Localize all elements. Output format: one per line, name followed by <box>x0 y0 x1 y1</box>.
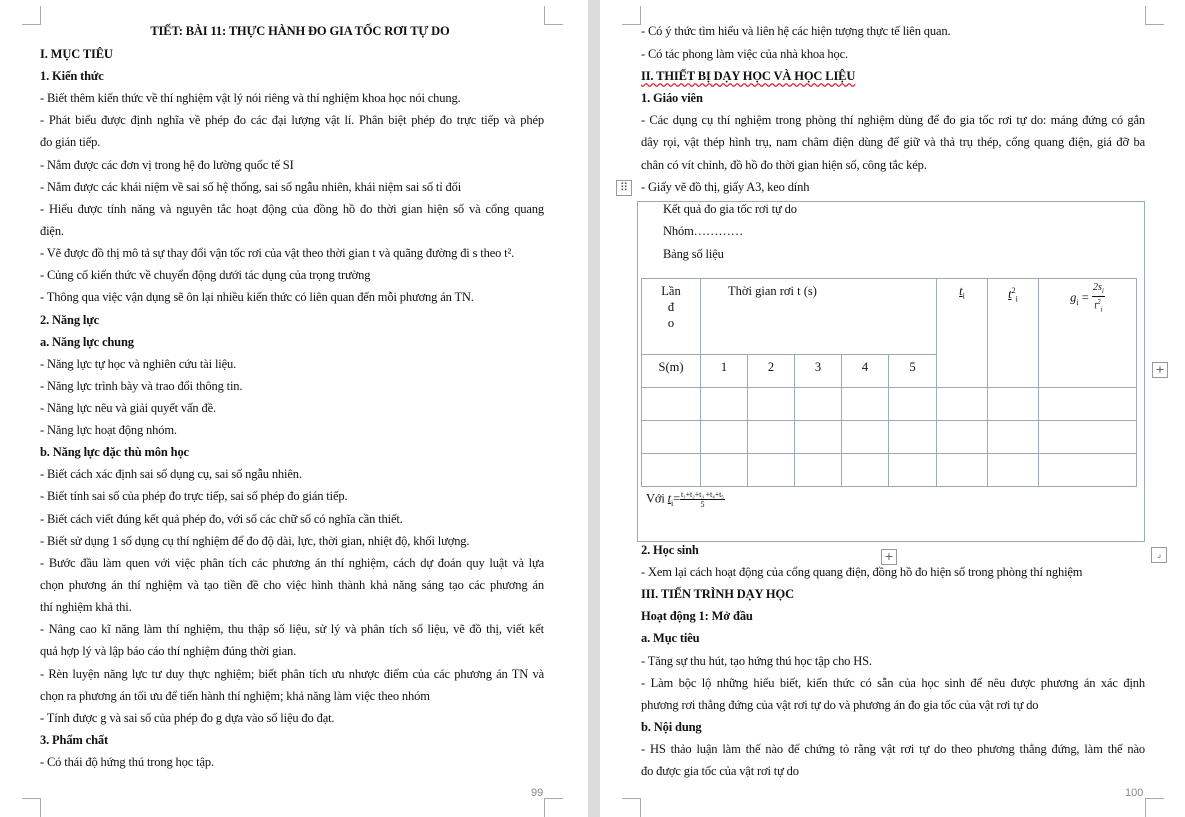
paragraph[interactable]: chọn ra phương án tối ưu để tiến hành thí nghiệm; khả năng làm việc theo nhóm <box>40 689 430 703</box>
fraction-numerator <box>1092 283 1105 297</box>
math-sup: 2 <box>1097 298 1101 306</box>
heading-pham-chat[interactable]: 3. Phẩm chất <box>40 733 108 747</box>
g-fraction <box>1092 283 1105 314</box>
math-sub: i <box>670 498 674 508</box>
header-text: S(m) <box>658 360 684 374</box>
paragraph[interactable]: - Biết sử dụng 1 số dụng cụ thí nghiệm để đo độ dài, lực, thời gian, nhiệt độ, khối lượng. <box>40 534 470 548</box>
page-number: 99 <box>531 787 544 799</box>
table-move-handle[interactable]: ⠿ <box>616 180 632 196</box>
table-cell[interactable] <box>748 454 795 487</box>
paragraph[interactable]: quả hợp lý và lập báo cáo thí nghiệm đúng thời gian. <box>40 644 297 658</box>
table-cell[interactable] <box>842 454 889 487</box>
paragraph[interactable]: - Biết tính sai số của phép đo trực tiếp, sai số phép đo gián tiếp. <box>40 489 348 503</box>
document-page-99 <box>0 0 588 817</box>
paragraph[interactable]: chọn phương án thí nghiệm và tạo tiền đề cho việc hình thành khả năng sáng tạo các phương án <box>40 578 544 592</box>
header-t-squared[interactable] <box>988 279 1039 388</box>
paragraph[interactable]: - Năng lực tự học và nghiên cứu tài liệu. <box>40 357 237 371</box>
fraction-denominator <box>1092 297 1105 314</box>
table-cell[interactable] <box>795 388 842 421</box>
header-text: o <box>667 316 675 330</box>
header-col-3[interactable] <box>795 355 842 388</box>
paragraph[interactable]: thí nghiệm khả thi. <box>40 600 132 614</box>
header-lan-do[interactable] <box>642 279 701 355</box>
paragraph[interactable]: - Có ý thức tìm hiểu và liên hệ các hiện tượng thực tế liên quan. <box>641 24 951 38</box>
table-cell[interactable] <box>889 454 937 487</box>
math-sup: 2 <box>1011 286 1016 295</box>
crop-mark <box>1145 798 1164 817</box>
table-cell[interactable] <box>937 421 988 454</box>
data-table[interactable] <box>641 278 1137 487</box>
heading-muc-tieu[interactable]: I. MỤC TIÊU <box>40 47 113 61</box>
crop-mark <box>1145 6 1164 25</box>
paragraph[interactable]: - Bước đầu làm quen với việc phân tích các phương án thí nghiệm, cách dự đoán quy luật và lựa <box>40 556 544 570</box>
document-title[interactable]: TIẾT: BÀI 11: THỰC HÀNH ĐO GIA TỐC RƠI TỰ DO <box>150 24 450 38</box>
table-cell[interactable] <box>1039 388 1137 421</box>
table-cell[interactable] <box>988 388 1039 421</box>
paragraph[interactable]: - Biết cách viết đúng kết quả phép đo, với số các chữ số có nghĩa cần thiết. <box>40 512 403 526</box>
table-cell[interactable] <box>889 388 937 421</box>
paragraph[interactable]: - Xem lại cách hoạt động của cổng quang điện, đồng hồ đo hiện số trong phòng thí nghiệm <box>641 565 1083 579</box>
crop-mark <box>22 798 41 817</box>
table-cell[interactable] <box>642 388 701 421</box>
table-cell[interactable] <box>842 421 889 454</box>
paragraph[interactable]: - HS thảo luận làm thế nào để chứng tỏ rằng vật rơi tự do theo phương thẳng đứng, làm thế nào <box>641 742 1145 756</box>
add-row-button[interactable]: + <box>881 549 897 565</box>
fraction-denominator: 5 <box>700 500 705 509</box>
table-cell[interactable] <box>748 388 795 421</box>
add-column-button[interactable]: + <box>1152 362 1168 378</box>
paragraph[interactable]: - Phát biểu được định nghĩa về phép đo các đại lượng vật lí. Phân biệt phép đo trực tiếp và phép <box>40 113 544 127</box>
table-cell[interactable] <box>701 421 748 454</box>
paragraph[interactable]: đo gián tiếp. <box>40 135 101 149</box>
table-cell[interactable] <box>642 454 701 487</box>
paragraph[interactable]: chân có vít chỉnh, đồ hồ đo thời gian hiện số, công tắc kép. <box>641 158 927 172</box>
math-sub: i <box>962 291 965 301</box>
header-text: 2 <box>767 360 775 374</box>
fraction-numerator: t₁+t₂+t₃ +t₄+t₅ <box>680 490 724 499</box>
paragraph[interactable]: - Thông qua việc vận dụng sẽ ôn lại nhiều kiến thức có liên quan đến mỗi phương án TN. <box>40 290 474 304</box>
header-col-2[interactable] <box>748 355 795 388</box>
crop-mark <box>622 6 641 25</box>
math-text: 2s <box>1092 282 1102 293</box>
heading-nang-luc-chung[interactable]: a. Năng lực chung <box>40 335 134 349</box>
paragraph[interactable]: dây rọi, vật thép hình trụ, nam châm điện dùng để giữ và thả trụ thép, cổng quang điện, giá đỡ ba <box>641 135 1145 149</box>
header-s[interactable] <box>642 355 701 388</box>
table-cell[interactable] <box>937 454 988 487</box>
math-sub: i <box>1015 294 1018 304</box>
header-col-4[interactable] <box>842 355 889 388</box>
header-col-5[interactable] <box>889 355 937 388</box>
paragraph[interactable]: phương rơi thẳng đứng của vật rơi tự do và phương án đo gia tốc của vật rơi tự do <box>641 698 1039 712</box>
group-label[interactable]: Nhóm………… <box>663 224 744 238</box>
paragraph[interactable]: - Tăng sự thu hút, tạo hứng thú học tập cho HS. <box>641 654 872 668</box>
table-cell[interactable] <box>701 388 748 421</box>
table-cell[interactable] <box>642 421 701 454</box>
table-cell[interactable] <box>842 388 889 421</box>
math-t: t <box>959 284 963 298</box>
paragraph[interactable]: - Biết thêm kiến thức về thí nghiệm vật lý nói riêng và thí nghiệm khoa học nói chung. <box>40 91 461 105</box>
paragraph[interactable]: - Các dụng cụ thí nghiệm trong phòng thí nghiệm dùng để đo gia tốc rơi tự do: máng đứng có gắn <box>641 113 1145 127</box>
paragraph[interactable]: - Củng cố kiến thức về chuyển động dưới tác dụng của trọng trường <box>40 268 371 282</box>
table-cell[interactable] <box>1039 421 1137 454</box>
table-cell[interactable] <box>937 388 988 421</box>
paragraph[interactable]: - Năng lực hoạt động nhóm. <box>40 423 177 437</box>
table-cell[interactable] <box>988 421 1039 454</box>
heading-giao-vien[interactable]: 1. Giáo viên <box>641 91 703 105</box>
heading-thiet-bi[interactable]: II. THIẾT BỊ DẠY HỌC VÀ HỌC LIỆU <box>641 69 856 83</box>
paragraph[interactable]: - Giấy vẽ đồ thị, giấy A3, keo dính <box>641 180 810 194</box>
paragraph[interactable]: - Năng lực trình bày và trao đổi thông tin. <box>40 379 243 393</box>
page-number: 100 <box>1125 787 1144 799</box>
heading-nang-luc-dac-thu[interactable]: b. Năng lực đặc thù môn học <box>40 445 189 459</box>
math-sub: i <box>1101 287 1104 295</box>
math-sub: i <box>1076 298 1079 308</box>
header-text: 4 <box>861 360 869 374</box>
header-text: 3 <box>814 360 822 374</box>
heading-muc-tieu-a[interactable]: a. Mục tiêu <box>641 631 700 645</box>
header-text: Thời gian rơi t (s) <box>728 284 817 298</box>
paragraph[interactable]: - Nắm được các đơn vị trong hệ đo lường quốc tế SI <box>40 158 294 172</box>
table-label[interactable]: Bảng số liệu <box>663 247 724 261</box>
paragraph[interactable]: đo được gia tốc của vật rơi tự do <box>641 764 799 778</box>
table-cell[interactable] <box>701 454 748 487</box>
heading-noi-dung[interactable]: b. Nội dung <box>641 720 702 734</box>
paragraph[interactable]: điện. <box>40 224 64 238</box>
paragraph[interactable]: - Vẽ được đồ thị mô tả sự thay đổi vận tốc rơi của vật theo thời gian t và quãng đường đi s theo t². <box>40 246 515 260</box>
header-time[interactable] <box>701 279 937 355</box>
paragraph[interactable]: - Có tác phong làm việc của nhà khoa học. <box>641 47 848 61</box>
header-text: 5 <box>909 360 916 374</box>
table-row <box>642 454 1137 487</box>
math-text: t <box>1094 300 1098 312</box>
heading-tien-trinh[interactable]: III. TIẾN TRÌNH DẠY HỌC <box>641 587 794 601</box>
paragraph[interactable]: - Nâng cao kĩ năng làm thí nghiệm, thu thập số liệu, sử lý và phân tích số liệu, vẽ đồ thị, viết kết <box>40 622 544 636</box>
math-sub: i <box>1100 305 1103 314</box>
heading-nang-luc[interactable]: 2. Năng lực <box>40 313 99 327</box>
heading-kien-thuc[interactable]: 1. Kiến thức <box>40 69 104 83</box>
paragraph[interactable]: - Tính được g và sai số của phép đo g dựa vào số liệu đo đạt. <box>40 711 335 725</box>
average-fraction <box>680 490 725 509</box>
table-cell[interactable] <box>1039 454 1137 487</box>
heading-hoat-dong[interactable]: Hoạt động 1: Mở đầu <box>641 609 753 623</box>
header-text: 1 <box>720 360 728 374</box>
document-page-100 <box>600 0 1185 817</box>
header-col-1[interactable] <box>701 355 748 388</box>
math-t: t <box>1008 287 1012 302</box>
page-gutter <box>588 0 600 817</box>
header-text: đ <box>667 300 675 314</box>
table-cell[interactable] <box>748 421 795 454</box>
paragraph[interactable]: - Biết cách xác định sai số dụng cụ, sai số ngẫu nhiên. <box>40 467 302 481</box>
table-resize-handle[interactable]: ⌟ <box>1151 547 1167 563</box>
paragraph[interactable]: - Rèn luyện năng lực tư duy thực nghiệm; biết phân tích ưu nhược điểm của các phương án TN và <box>40 667 544 681</box>
table-cell[interactable] <box>889 421 937 454</box>
heading-hoc-sinh[interactable]: 2. Học sinh <box>641 543 699 557</box>
paragraph[interactable]: - Làm bộc lộ những hiểu biết, kiến thức có sẵn của học sinh để nêu được phương án xác định <box>641 676 1145 690</box>
table-row <box>642 421 1137 454</box>
results-title[interactable]: Kết quả đo gia tốc rơi tự do <box>663 202 797 216</box>
paragraph[interactable]: - Nắm được các khái niệm về sai số hệ thống, sai số ngẫu nhiên, khái niệm sai số tỉ đối <box>40 180 462 194</box>
paragraph[interactable]: - Hiểu được tính năng và nguyên tắc hoạt động của đồng hồ đo thời gian hiện số và cổng quang <box>40 202 544 216</box>
header-text: Lần <box>661 284 681 298</box>
crop-mark <box>622 798 641 817</box>
math-g: g <box>1070 290 1077 305</box>
formula-prefix: Với <box>646 491 665 506</box>
math-t: t <box>667 491 671 506</box>
table-cell[interactable] <box>795 421 842 454</box>
paragraph[interactable]: - Năng lực nêu và giải quyết vấn đề. <box>40 401 216 415</box>
average-formula[interactable]: Với $t_i=$ $\frac{\text{t₁+t₂+t₃ +t₄+t₅}}{5}$ <box>646 490 724 509</box>
table-cell[interactable] <box>795 454 842 487</box>
header-t-avg[interactable] <box>937 279 988 388</box>
paragraph[interactable]: - Có thái độ hứng thú trong học tập. <box>40 755 214 769</box>
table-cell[interactable] <box>988 454 1039 487</box>
crop-mark <box>544 798 563 817</box>
header-g[interactable]: $g_i$ = $\frac{2s_i}{t^2_i}$ <box>1039 279 1137 388</box>
table-row <box>642 388 1137 421</box>
